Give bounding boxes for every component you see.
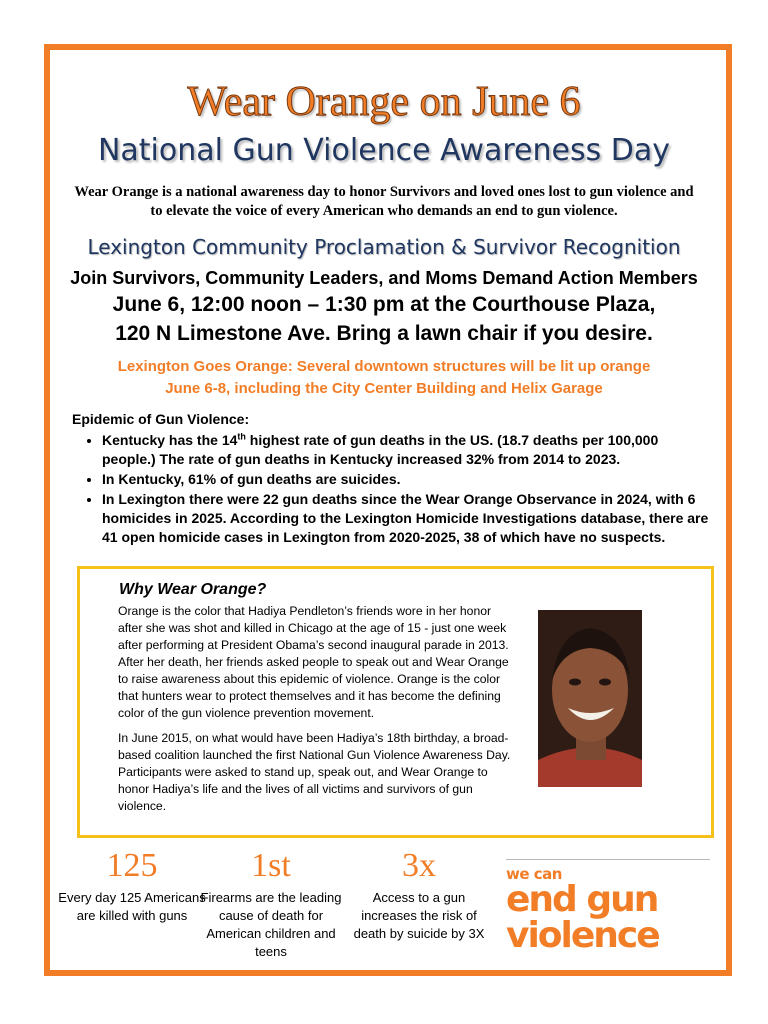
- why-paragraph-1: Orange is the color that Hadiya Pendleton’s friends wore in her honor after she was shot and killed in Chicago at the age of 15 - just one week after performing at President Obama’s second inaugural parade in 2013. After her death, her friends asked people to speak out and Wear Orange to raise awareness about this epidemic of violence. Orange is the color that hunters wear to protect themselves and it has become the defining color of the gun violence prevention movement.: [118, 604, 509, 720]
- why-title: Why Wear Orange?: [119, 581, 267, 598]
- stat-description: Firearms are the leading cause of death for American children and teens: [200, 890, 342, 959]
- page-subtitle: National Gun Violence Awareness Day: [97, 133, 671, 168]
- list-item: • In Lexington there were 22 gun deaths since the Wear Orange Observance in 2024, with 6 homicides in 2025. According to the Lexington Homicide Investigations database, there are 41 open homicide cases in Lexington from 2020-2025, 38 of which have no suspects.: [102, 490, 712, 547]
- epidemic-heading: Epidemic of Gun Violence:: [72, 411, 250, 427]
- event-where: 120 N Limestone Ave. Bring a lawn chair if you desire.: [115, 322, 653, 345]
- portrait-image: [538, 610, 642, 787]
- bullet-text: highest rate of gun deaths in the US. (18.7 deaths per 100,000 people.) The rate of gun deaths in Kentucky increased 32% from 2014 to 2023.: [102, 432, 659, 467]
- end-gun-violence-logo: [506, 866, 716, 954]
- stat-value: 1st: [251, 847, 291, 884]
- event-when: June 6, 12:00 noon – 1:30 pm at the Courthouse Plaza,: [112, 293, 656, 316]
- stat-value: 3x: [402, 847, 436, 884]
- list-item: [102, 431, 712, 469]
- lit-orange-line-2: June 6-8, including the City Center Building and Helix Garage: [165, 380, 603, 397]
- epidemic-list: [72, 431, 712, 547]
- superscript: th: [237, 431, 246, 442]
- event-details: [0, 290, 768, 348]
- stat-value: 125: [106, 847, 158, 884]
- hadiya-photo: [538, 610, 642, 787]
- lit-orange-notice: [0, 356, 768, 400]
- event-heading: Lexington Community Proclamation & Survivor Recognition: [87, 235, 681, 259]
- list-item: • In Kentucky, 61% of gun deaths are suicides.: [102, 470, 712, 489]
- logo-line-2: end gun: [506, 879, 658, 920]
- intro-text: Wear Orange is a national awareness day to honor Survivors and loved ones lost to gun violence and to elevate the voice of every American who demands an end to gun violence.: [74, 184, 694, 219]
- logo-divider: [506, 859, 710, 860]
- lit-orange-line-1: Lexington Goes Orange: Several downtown structures will be lit up orange: [117, 358, 651, 375]
- stat-description: Access to a gun increases the risk of death by suicide by 3X: [353, 890, 485, 941]
- event-join-line: Join Survivors, Community Leaders, and Moms Demand Action Members: [70, 268, 698, 288]
- epidemic-section: [72, 410, 712, 548]
- page-title: Wear Orange on June 6: [187, 79, 581, 125]
- stat-description: Every day 125 Americans are killed with guns: [58, 890, 206, 923]
- why-paragraph-2: In June 2015, on what would have been Hadiya’s 18th birthday, a broad-based coalition launched the first National Gun Violence Awareness Day. Participants were asked to stand up, speak out, and Wear Orange to honor Hadiya’s life and the lives of all victims and survivors of gun violence.: [118, 731, 511, 813]
- bullet-text: Kentucky has the 14: [102, 432, 238, 448]
- logo-line-1: we can: [506, 865, 562, 883]
- why-body: [118, 603, 516, 823]
- logo-line-3: violence: [506, 915, 659, 956]
